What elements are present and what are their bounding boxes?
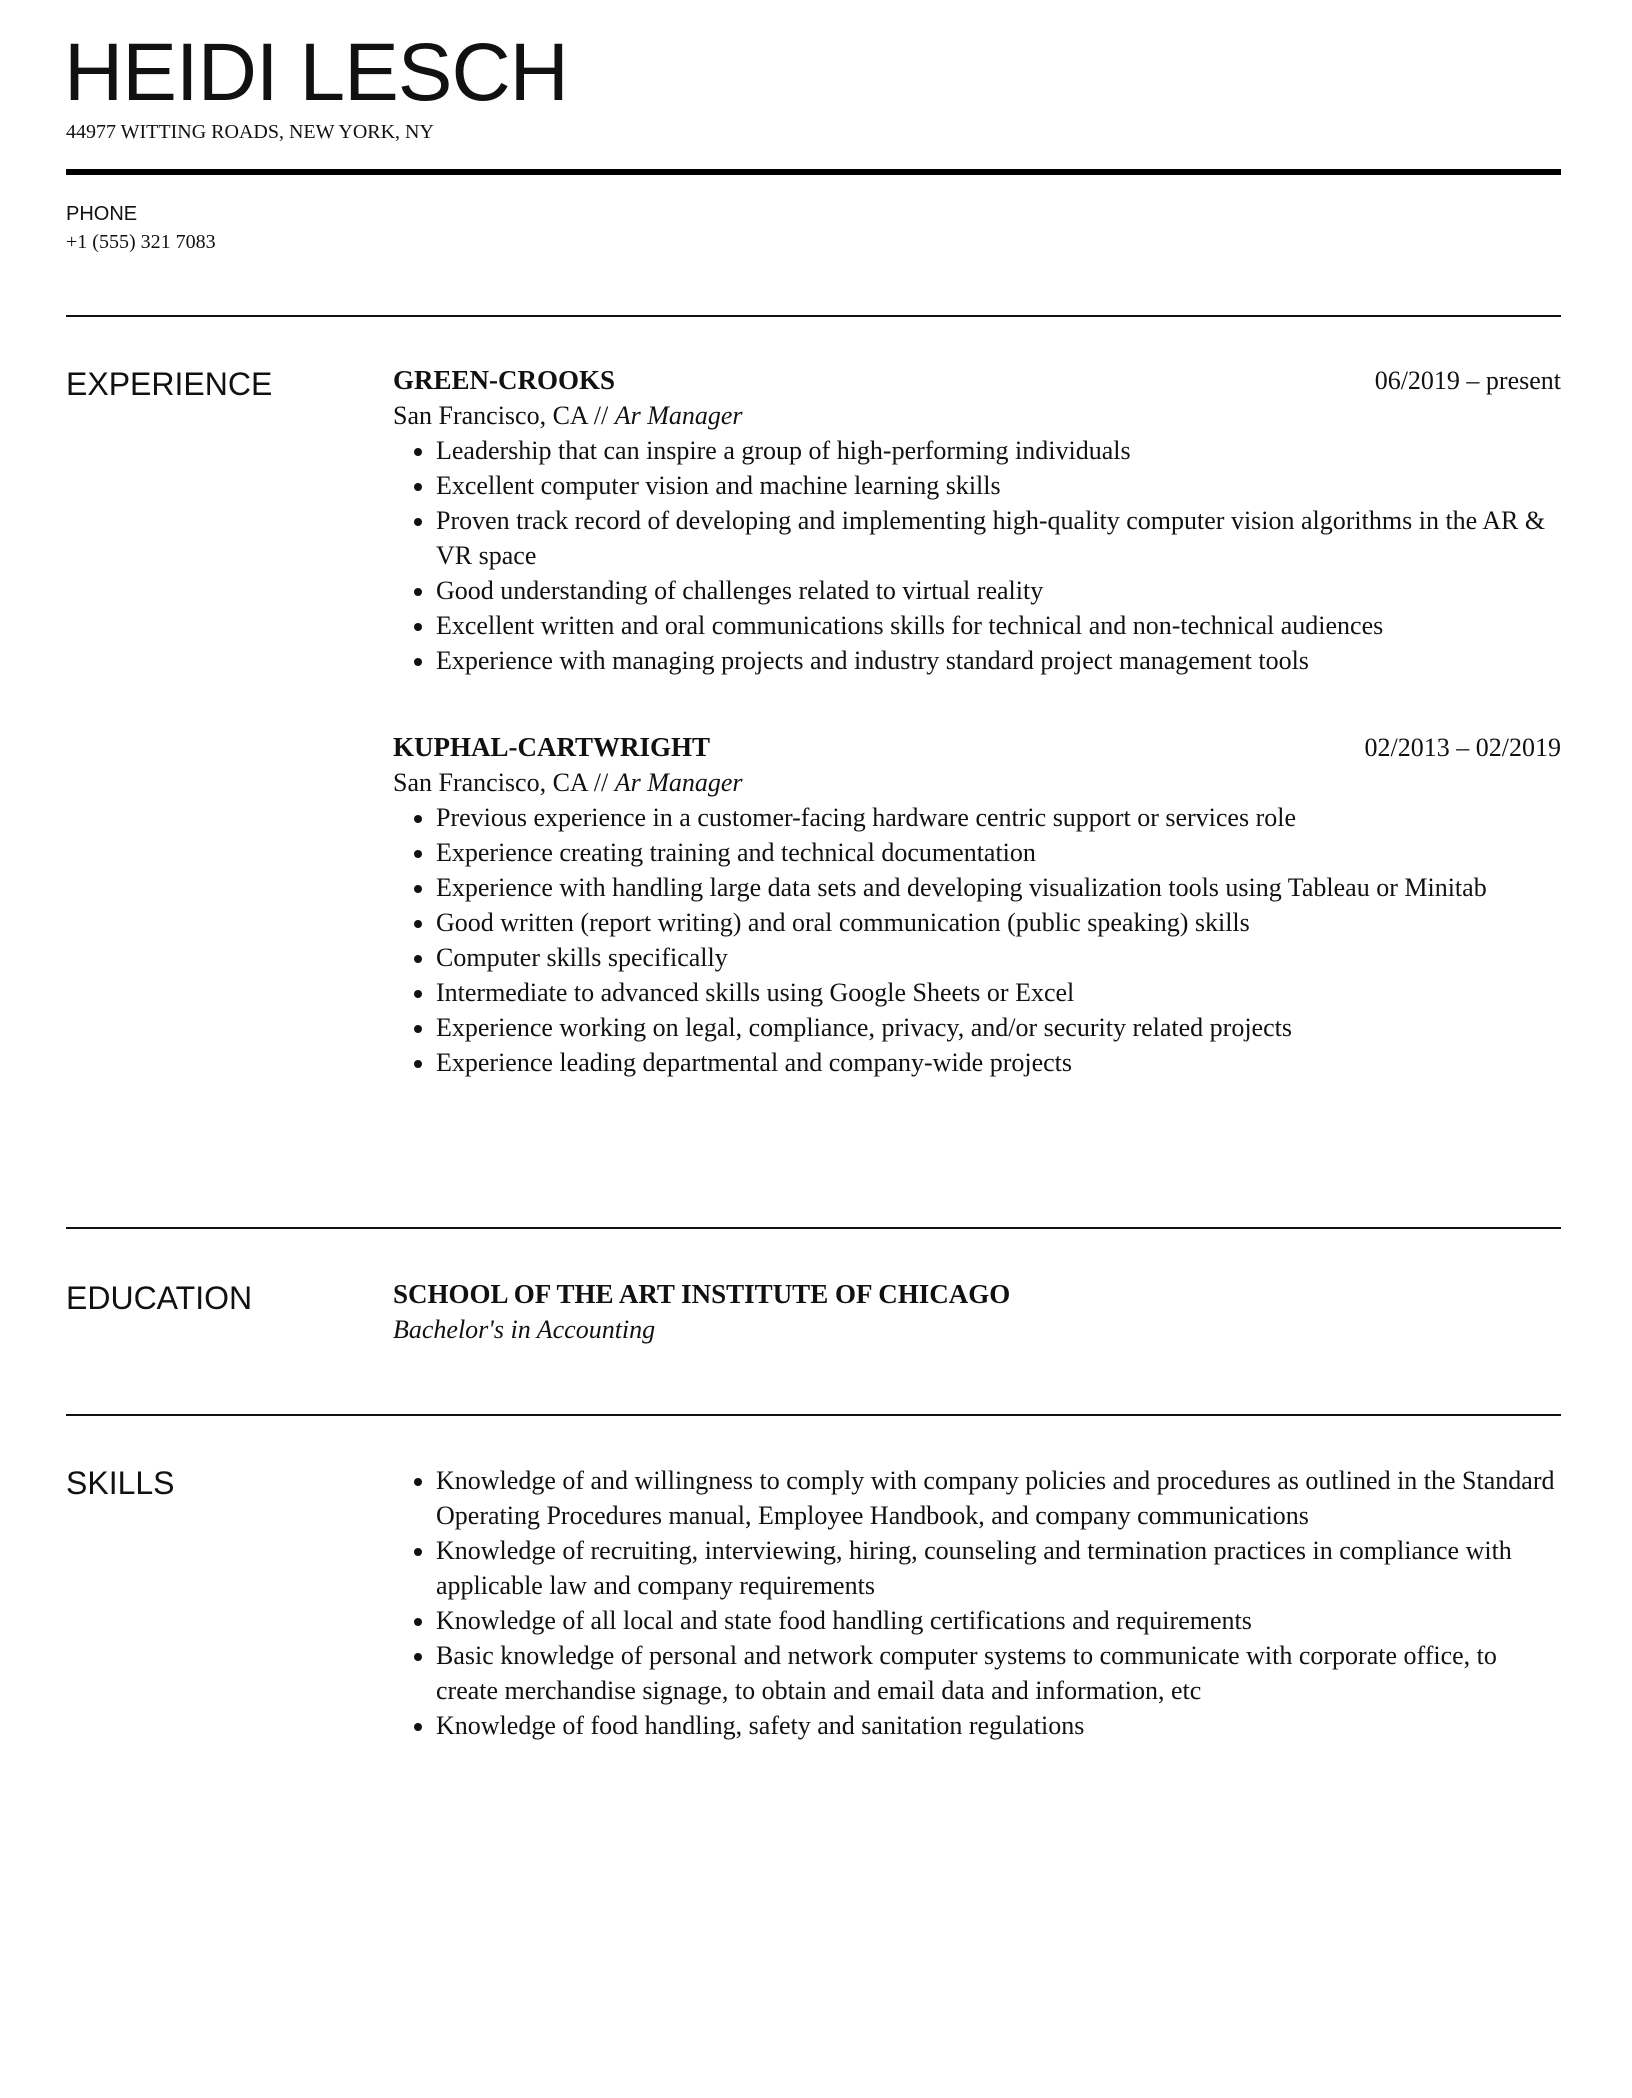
education-section: [393, 1277, 1561, 1347]
list-item: • Excellent written and oral communications skills for technical and non-technical audiences: [436, 608, 1561, 643]
divider: [66, 1227, 1561, 1229]
list-item: • Experience with handling large data sets and developing visualization tools using Tableau or Minitab: [436, 870, 1561, 905]
job-bullets: [393, 800, 1561, 1080]
list-item: • Computer skills specifically: [436, 940, 1561, 975]
skills-title: SKILLS: [66, 1465, 175, 1501]
list-item: • Excellent computer vision and machine learning skills: [436, 468, 1561, 503]
list-item: • Previous experience in a customer-facing hardware centric support or services role: [436, 800, 1561, 835]
list-item: • Experience creating training and technical documentation: [436, 835, 1561, 870]
skills-list: [393, 1463, 1561, 1743]
experience-title: EXPERIENCE: [66, 366, 273, 402]
candidate-name: HEIDI LESCH: [64, 27, 568, 118]
job-dates: 02/2013 – 02/2019: [1364, 733, 1561, 762]
list-item: • Leadership that can inspire a group of high-performing individuals: [436, 433, 1561, 468]
list-item: • Knowledge of recruiting, interviewing, hiring, counseling and termination practices in compliance with applicable law and company requirements: [436, 1533, 1561, 1603]
education-title: EDUCATION: [66, 1280, 253, 1316]
divider: [66, 1414, 1561, 1416]
list-item: • Basic knowledge of personal and network computer systems to communicate with corporate office, to create merchandise signage, to obtain and email data and information, etc: [436, 1638, 1561, 1708]
job-bullets: [393, 433, 1561, 678]
list-item: • Good understanding of challenges related to virtual reality: [436, 573, 1561, 608]
list-item: • Good written (report writing) and oral communication (public speaking) skills: [436, 905, 1561, 940]
list-item: • Knowledge of and willingness to comply with company policies and procedures as outlined in the Standard Operating Procedures manual, Employee Handbook, and company communications: [436, 1463, 1561, 1533]
list-item: • Knowledge of food handling, safety and sanitation regulations: [436, 1708, 1561, 1743]
skills-section: [393, 1463, 1561, 1743]
address: 44977 WITTING ROADS, NEW YORK, NY: [66, 121, 434, 143]
experience-section: [393, 363, 1561, 1132]
list-item: • Intermediate to advanced skills using Google Sheets or Excel: [436, 975, 1561, 1010]
job-location: San Francisco, CA: [393, 401, 588, 430]
phone-number: +1 (555) 321 7083: [66, 231, 216, 253]
company-name: KUPHAL-CARTWRIGHT: [393, 732, 711, 762]
job-role: Ar Manager: [614, 768, 743, 797]
separator: //: [593, 768, 609, 797]
job-location: San Francisco, CA: [393, 768, 588, 797]
list-item: • Knowledge of all local and state food handling certifications and requirements: [436, 1603, 1561, 1638]
job-role: Ar Manager: [614, 401, 743, 430]
job-entry: [393, 730, 1561, 1080]
company-name: GREEN-CROOKS: [393, 365, 616, 395]
separator: //: [593, 401, 609, 430]
divider: [66, 315, 1561, 317]
list-item: • Experience working on legal, compliance, privacy, and/or security related projects: [436, 1010, 1561, 1045]
phone-label: PHONE: [66, 203, 138, 225]
list-item: • Experience leading departmental and company-wide projects: [436, 1045, 1561, 1080]
school-name: SCHOOL OF THE ART INSTITUTE OF CHICAGO: [393, 1279, 1011, 1309]
degree: Bachelor's in Accounting: [393, 1315, 656, 1344]
header-divider: [66, 169, 1561, 175]
job-entry: [393, 363, 1561, 678]
list-item: • Proven track record of developing and implementing high-quality computer vision algorithms in the AR & VR space: [436, 503, 1561, 573]
list-item: • Experience with managing projects and industry standard project management tools: [436, 643, 1561, 678]
job-dates: 06/2019 – present: [1374, 366, 1561, 395]
